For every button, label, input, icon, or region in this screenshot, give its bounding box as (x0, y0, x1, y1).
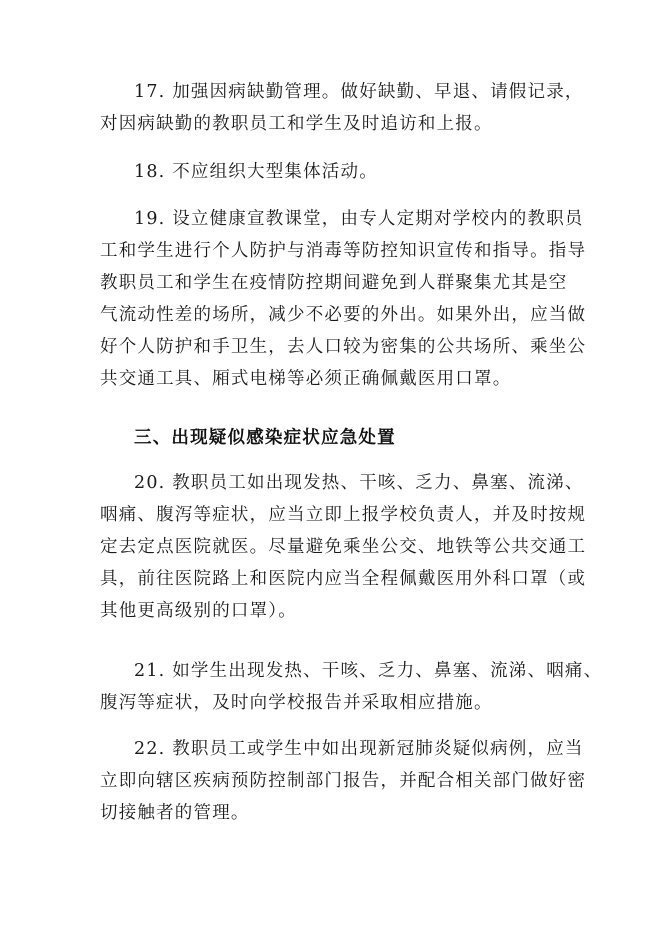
paragraph-item-19 (100, 203, 587, 395)
text-line: 其他更高级别的口罩）。 (100, 601, 297, 621)
paragraph-item-20 (100, 467, 587, 627)
text-line: 19. 设立健康宣教课堂，由专人定期对学校内的教职员 (134, 209, 584, 229)
text-line: 好个人防护和手卫生，去人口较为密集的公共场所、乘坐公 (100, 337, 587, 357)
text-line: 气流动性差的场所，减少不必要的外出。如果外出，应当做 (100, 305, 587, 325)
paragraph-item-22 (100, 733, 587, 829)
text-line: 定去定点医院就医。尽量避免乘坐公交、地铁等公共交通工 (100, 537, 587, 557)
text-line: 18. 不应组织大型集体活动。 (134, 162, 378, 182)
text-line: 22. 教职员工或学生中如出现新冠肺炎疑似病例，应当 (134, 739, 584, 759)
text-line: 立即向辖区疾病预防控制部门报告，并配合相关部门做好密 (100, 771, 587, 791)
section-heading: 三、出现疑似感染症状应急处置 (134, 428, 396, 448)
text-line: 工和学生进行个人防护与消毒等防控知识宣传和指导。指导 (100, 241, 587, 261)
paragraph-item-21 (100, 655, 603, 719)
text-line: 20. 教职员工如出现发热、干咳、乏力、鼻塞、流涕、 (134, 473, 584, 493)
text-line: 切接触者的管理。 (100, 803, 250, 823)
paragraph-item-18 (100, 156, 570, 188)
text-line: 腹泻等症状，及时向学校报告并采取相应措施。 (100, 693, 493, 713)
text-line: 17. 加强因病缺勤管理。做好缺勤、早退、请假记录， (134, 82, 584, 102)
paragraph-item-17 (100, 76, 584, 140)
text-line: 对因病缺勤的教职员工和学生及时追访和上报。 (100, 114, 493, 134)
text-line: 具，前往医院路上和医院内应当全程佩戴医用外科口罩（或 (100, 569, 587, 589)
text-line: 咽痛、腹泻等症状，应当立即上报学校负责人，并及时按规 (100, 505, 587, 525)
text-line: 教职员工和学生在疫情防控期间避免到人群聚集尤其是空 (100, 273, 568, 293)
text-line: 21. 如学生出现发热、干咳、乏力、鼻塞、流涕、咽痛、 (134, 661, 603, 681)
text-line: 共交通工具、厢式电梯等必须正确佩戴医用口罩。 (100, 369, 512, 389)
